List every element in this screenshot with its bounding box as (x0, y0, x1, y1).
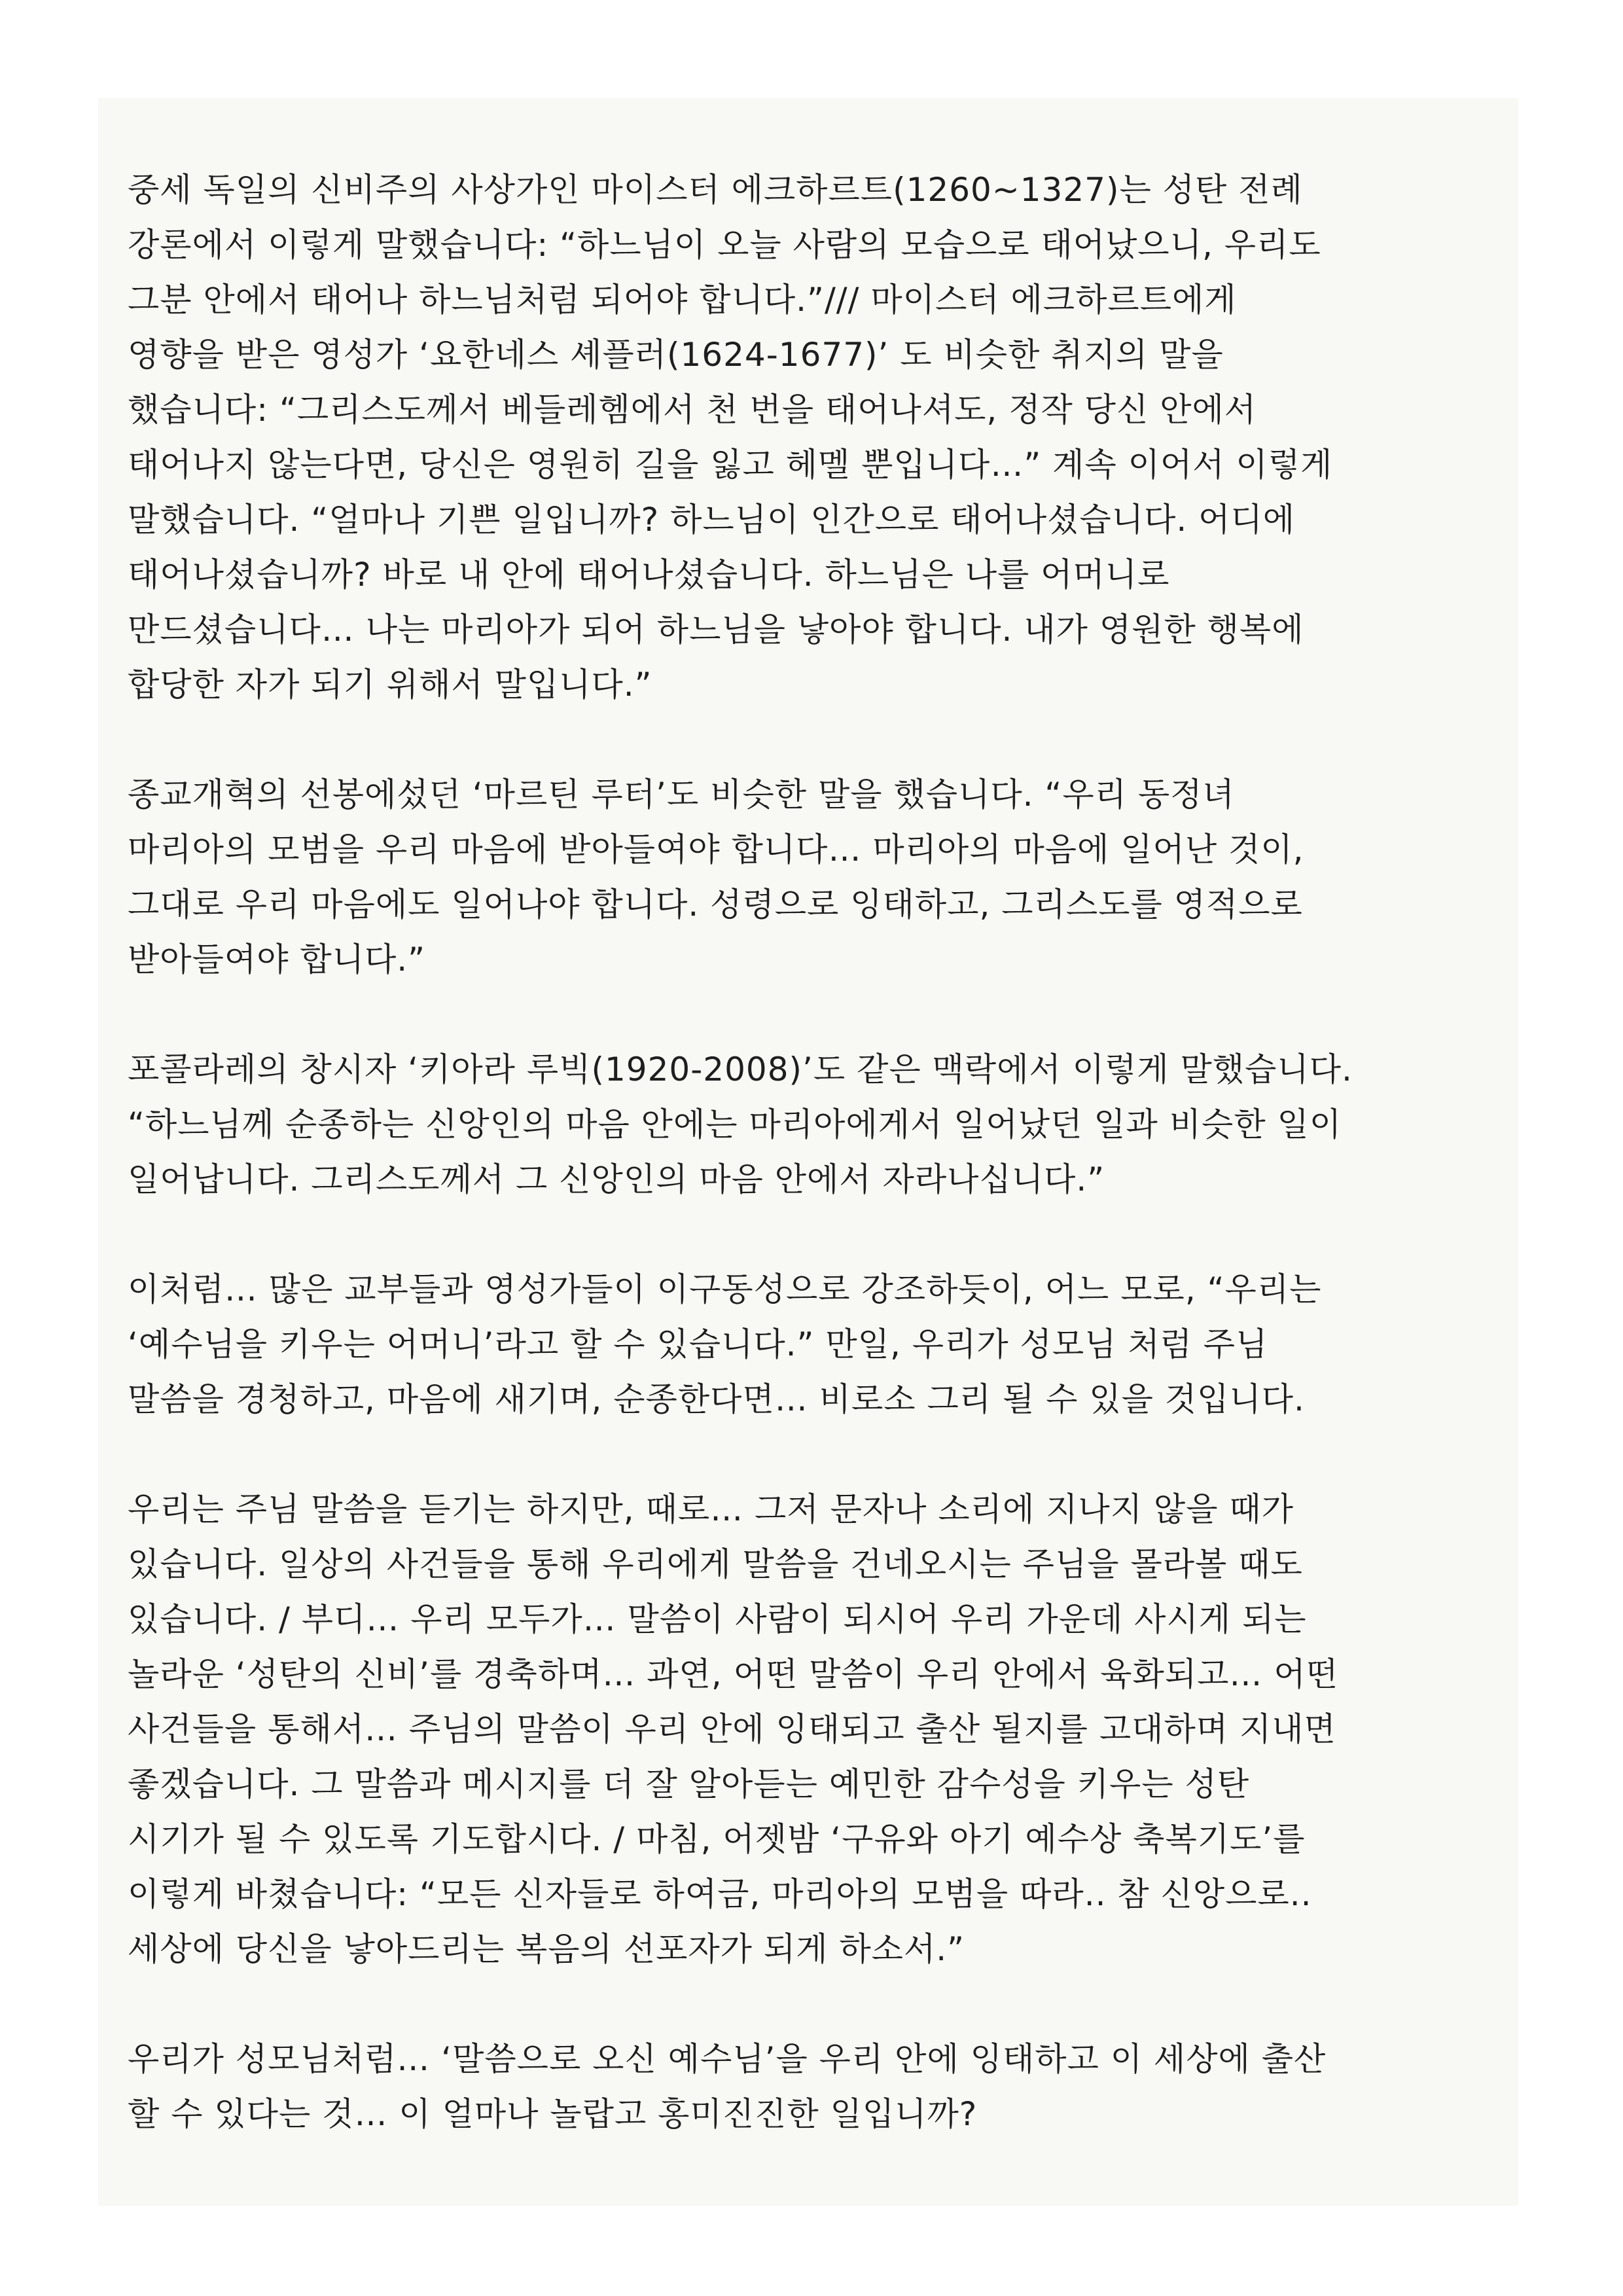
text-line: 우리가 성모님처럼… ‘말씀으로 오신 예수님’을 우리 안에 잉태하고 이 세상에 출산 (128, 2040, 1327, 2078)
paragraph (128, 162, 1535, 712)
text-line: 만드셨습니다… 나는 마리아가 되어 하느님을 낳아야 합니다. 내가 영원한 행복에 (128, 611, 1304, 649)
text-line: 말했습니다. “얼마나 기쁜 일입니까? 하느님이 인간으로 태어나셨습니다. 어디에 (128, 501, 1296, 539)
paragraph (128, 1042, 1535, 1207)
text-line: 있습니다. / 부디… 우리 모두가… 말씀이 사람이 되시어 우리 가운데 사시게 되는 (128, 1600, 1307, 1638)
text-line: 합당한 자가 되기 위해서 말입니다.” (128, 666, 652, 704)
text-line: 포콜라레의 창시자 ‘키아라 루빅(1920-2008)’도 같은 맥락에서 이렇게 말했습니다. (128, 1050, 1353, 1088)
text-line: “하느님께 순종하는 신앙인의 마음 안에는 마리아에게서 일어났던 일과 비슷한 일이 (128, 1105, 1342, 1143)
text-line: 이렇게 바쳤습니다: “모든 신자들로 하여금, 마리아의 모범을 따라.. 참 신앙으로.. (128, 1875, 1312, 1913)
text-line: 그대로 우리 마음에도 일어나야 합니다. 성령으로 잉태하고, 그리스도를 영적으로 (128, 886, 1303, 924)
document-body (128, 162, 1535, 2197)
paragraph (128, 767, 1535, 987)
text-line: 그분 안에서 태어나 하느님처럼 되어야 합니다.”/// 마이스터 에크하르트에게 (128, 281, 1237, 319)
text-line: 시기가 될 수 있도록 기도합시다. / 마침, 어젯밤 ‘구유와 아기 예수상 축복기도’를 (128, 1820, 1306, 1858)
text-line: ‘예수님을 키우는 어머니’라고 할 수 있습니다.” 만일, 우리가 성모님 처럼 주님 (128, 1325, 1268, 1363)
text-line: 받아들여야 합니다.” (128, 941, 426, 978)
text-line: 있습니다. 일상의 사건들을 통해 우리에게 말씀을 건네오시는 주님을 몰라볼 때도 (128, 1545, 1303, 1583)
text-line: 강론에서 이렇게 말했습니다: “하느님이 오늘 사람의 모습으로 태어났으니, 우리도 (128, 226, 1321, 264)
text-line: 우리는 주님 말씀을 듣기는 하지만, 때로… 그저 문자나 소리에 지나지 않을 때가 (128, 1490, 1294, 1528)
text-line: 마리아의 모범을 우리 마음에 받아들여야 합니다… 마리아의 마음에 일어난 것이, (128, 831, 1304, 869)
text-line: 좋겠습니다. 그 말씀과 메시지를 더 잘 알아듣는 예민한 감수성을 키우는 성탄 (128, 1765, 1250, 1803)
text-line: 중세 독일의 신비주의 사상가인 마이스터 에크하르트(1260~1327)는 성탄 전례 (128, 171, 1303, 209)
text-line: 놀라운 ‘성탄의 신비’를 경축하며… 과연, 어떤 말씀이 우리 안에서 육화되고… 어떤 (128, 1655, 1338, 1693)
text-line: 일어납니다. 그리스도께서 그 신앙인의 마음 안에서 자라나십니다.” (128, 1160, 1105, 1198)
text-line: 태어나셨습니까? 바로 내 안에 태어나셨습니다. 하느님은 나를 어머니로 (128, 556, 1170, 594)
paragraph (128, 1262, 1535, 1427)
text-line: 종교개혁의 선봉에섰던 ‘마르틴 루터’도 비슷한 말을 했습니다. “우리 동정녀 (128, 776, 1235, 814)
text-line: 사건들을 통해서… 주님의 말씀이 우리 안에 잉태되고 출산 될지를 고대하며 지내면 (128, 1710, 1336, 1748)
paragraph (128, 2032, 1535, 2142)
text-line: 했습니다: “그리스도께서 베들레헴에서 천 번을 태어나셔도, 정작 당신 안에서 (128, 391, 1257, 429)
paragraph (128, 1482, 1535, 1977)
text-line: 말씀을 경청하고, 마음에 새기며, 순종한다면… 비로소 그리 될 수 있을 것입니다. (128, 1380, 1305, 1418)
text-line: 영향을 받은 영성가 ‘요한네스 셰플러(1624-1677)’ 도 비슷한 취지의 말을 (128, 336, 1224, 374)
text-line: 이처럼… 많은 교부들과 영성가들이 이구동성으로 강조하듯이, 어느 모로, “우리는 (128, 1270, 1322, 1308)
text-line: 태어나지 않는다면, 당신은 영원히 길을 잃고 헤멜 뿐입니다…” 계속 이어서 이렇게 (128, 446, 1333, 484)
text-line: 세상에 당신을 낳아드리는 복음의 선포자가 되게 하소서.” (128, 1930, 965, 1968)
text-line: 할 수 있다는 것… 이 얼마나 놀랍고 홍미진진한 일입니까? (128, 2095, 978, 2133)
